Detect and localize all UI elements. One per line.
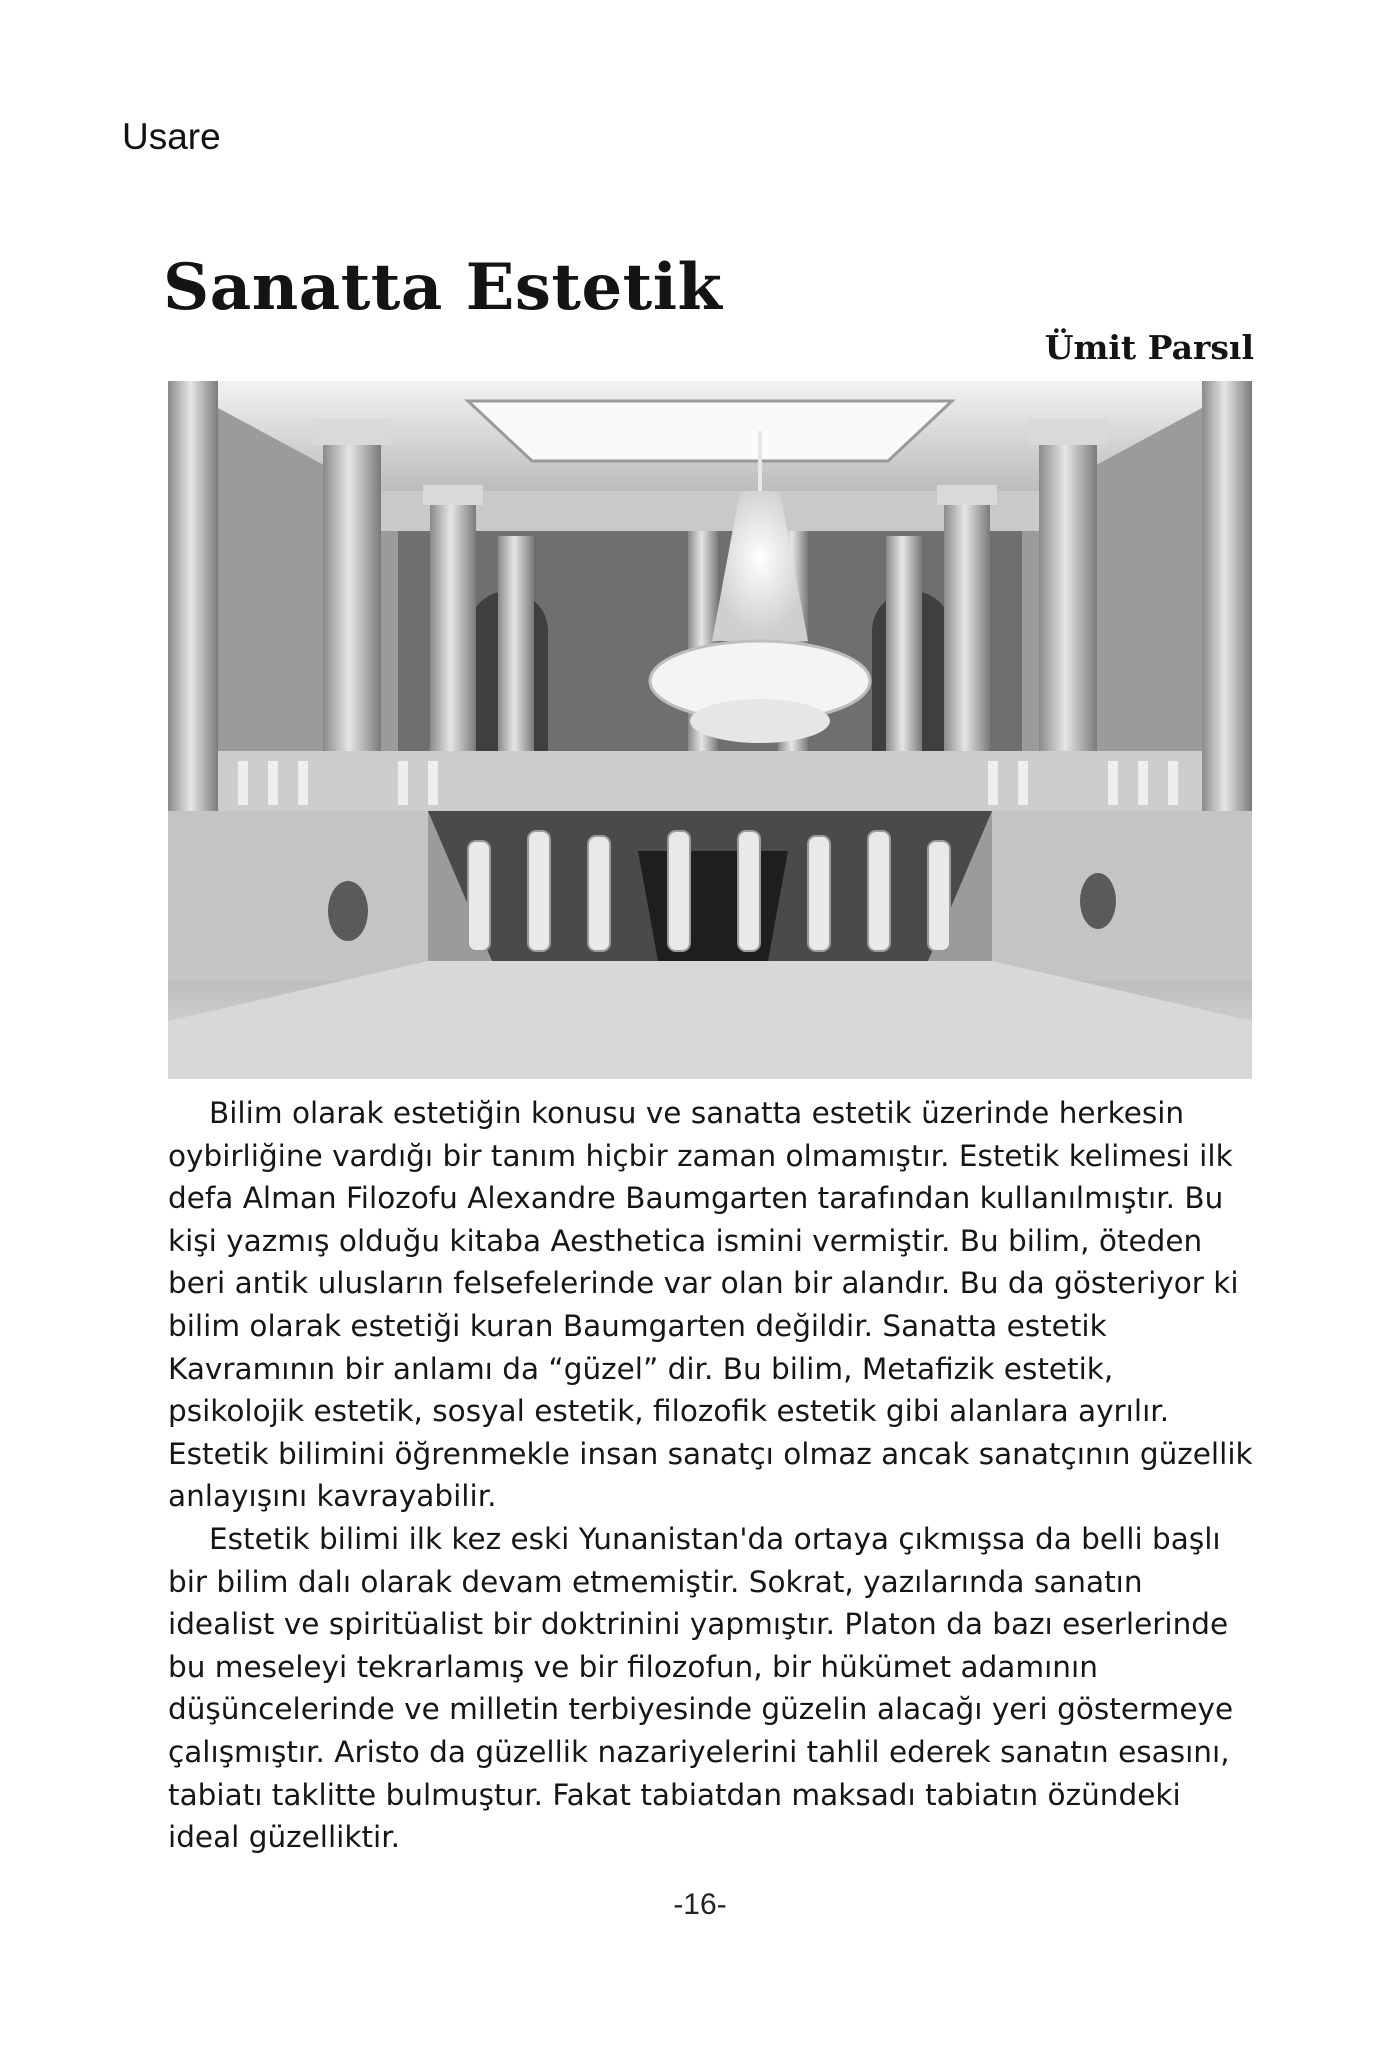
publication-name: Usare: [122, 116, 221, 157]
body-paragraph: Estetik bilimi ilk kez eski Yunanistan'da ortaya çıkmışsa da belli başlı bir bilim dalı olarak devam etmemiştir. Sokrat, yazılarında sanatın idealist ve spiritüalist bir doktrinini yapmıştır. Platon da bazı eserlerinde bu meseleyi tekrarlamış ve bir filozofun, bir hükümet adamının düşüncelerinde ve milletin terbiyesinde güzelin alacağı yeri göstermeye çalışmıştır. Aristo da güzellik nazariyelerini tahlil ederek sanatın esasını, tabiatı taklitte bulmuştur. Fakat tabiatdan maksadı tabiatın özündeki ideal güzelliktir.: [168, 1521, 1234, 1855]
body-paragraph: Bilim olarak estetiğin konusu ve sanatta estetik üzerinde herkesin oybirliğine vardığı bir tanım hiçbir zaman olmamıştır. Estetik kelimesi ilk defa Alman Filozofu Alexandre Baumgarten tarafından kullanılmıştır. Bu kişi yazmış olduğu kitaba Aesthetica ismini vermiştir. Bu bilim, öteden beri antik ulusların felsefelerinde var olan bir alandır. Bu da gösteriyor ki bilim olarak estetiği kuran Baumgarten değildir. Sanatta estetik Kavramının bir anlamı da “güzel” dir. Bu bilim, Metafizik estetik, psikolojik estetik, sosyal estetik, filozofik estetik gibi alanlara ayrılır. Estetik bilimini öğrenmekle insan sanatçı olmaz ancak sanatçının güzellik anlayışını kavrayabilir.: [168, 1096, 1253, 1514]
palace-hall-photo: [168, 381, 1252, 1079]
chandelier-hall-illustration: [168, 381, 1252, 1079]
page-number: -16-: [673, 1888, 727, 1921]
article-author: Ümit Parsıl: [1044, 328, 1254, 367]
article-title: Sanatta Estetik: [163, 250, 723, 325]
article-body: [168, 1092, 1258, 1859]
